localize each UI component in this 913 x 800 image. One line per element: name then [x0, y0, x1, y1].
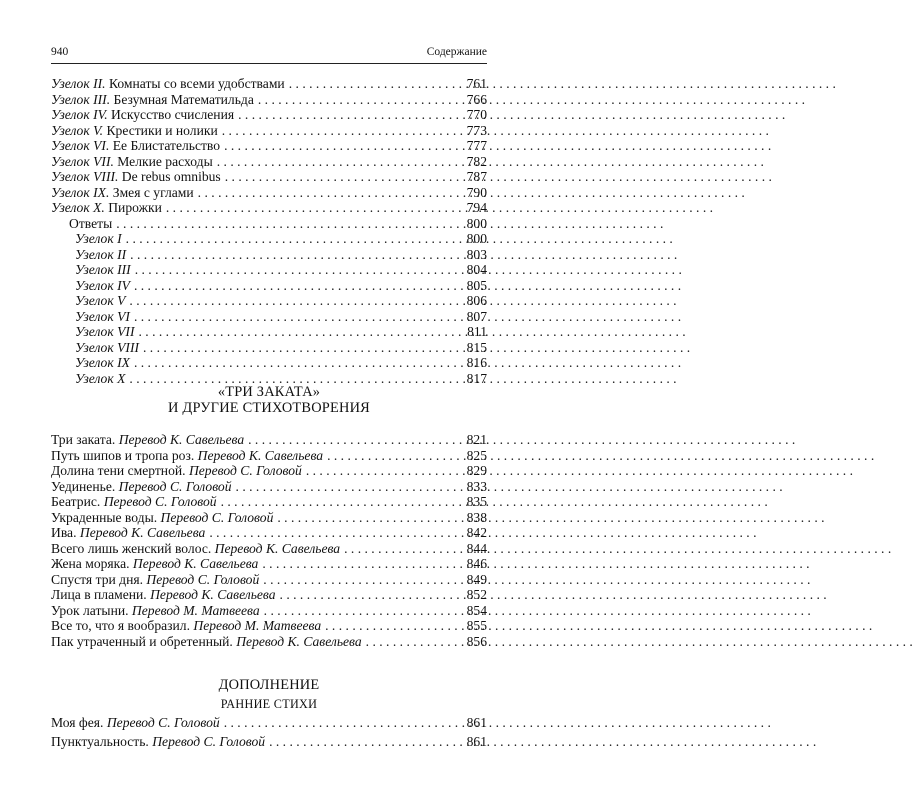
dot-leader	[254, 92, 464, 108]
entry-label: Узелок I	[75, 231, 122, 246]
dot-leader	[285, 76, 464, 92]
entry-page: 800	[466, 231, 487, 246]
dot-leader	[205, 525, 463, 541]
toc-entry-answer	[51, 262, 487, 278]
poem-translator: Перевод К. Савельева	[214, 540, 341, 556]
toc-entry	[51, 138, 487, 154]
poem-title: Долина тени смертной.	[51, 463, 189, 478]
dot-leader	[130, 278, 464, 294]
entry-page: 773	[466, 122, 487, 138]
toc-entry	[51, 494, 487, 510]
page-header	[51, 44, 487, 60]
dot-leader	[265, 732, 464, 751]
entry-page: 806	[466, 293, 487, 308]
poem-title: Урок латыни.	[51, 602, 132, 618]
toc-entry-answer	[51, 324, 487, 340]
toc-entry	[51, 154, 487, 170]
entry-page: 816	[466, 355, 487, 370]
entry-page: 777	[466, 138, 487, 153]
running-title: Содержание	[426, 46, 487, 58]
entry-title: Безумная Математильда	[110, 91, 254, 107]
toc-entry	[51, 169, 487, 185]
dot-leader	[194, 185, 464, 201]
entry-page: 849	[466, 571, 487, 587]
entry-title: Ответы	[69, 215, 113, 231]
dot-leader	[213, 154, 464, 170]
dot-leader	[220, 713, 464, 732]
poem-translator: Перевод К. Савельева	[79, 525, 206, 540]
toc-entry	[51, 713, 487, 732]
toc-entry	[51, 732, 487, 751]
entry-page: 821	[466, 432, 487, 447]
poem-translator: Перевод М. Матвеева	[131, 602, 260, 618]
header-rule	[51, 63, 487, 64]
poem-translator: Перевод С. Головой	[152, 734, 266, 749]
entry-page: 770	[466, 107, 487, 122]
entry-page: 854	[466, 602, 487, 618]
poem-title: Путь шипов и тропа роз.	[51, 447, 198, 463]
entry-label: Узелок V.	[51, 122, 104, 138]
entry-title: Мелкие расходы	[113, 153, 213, 169]
toc-entry	[51, 634, 487, 650]
dot-leader	[126, 247, 463, 263]
entry-title: Крестики и нолики	[103, 122, 218, 138]
poem-translator: Перевод С. Головой	[106, 715, 220, 730]
dot-leader	[217, 494, 464, 510]
poem-translator: Перевод К. Савельева	[236, 633, 362, 649]
entry-page: 800	[466, 215, 487, 231]
toc-entry	[51, 432, 487, 448]
entry-label: Узелок VIII	[75, 339, 139, 355]
entry-page: 782	[466, 153, 487, 169]
dot-leader	[131, 262, 464, 278]
toc-entry	[51, 185, 487, 201]
dot-leader	[276, 587, 464, 603]
toc-early-poems-list	[51, 713, 487, 751]
entry-label: Узелок IV.	[51, 107, 108, 122]
poem-title: Ива.	[51, 525, 80, 540]
poem-translator: Перевод К. Савельева	[132, 556, 259, 571]
dot-leader	[273, 510, 463, 526]
toc-entry	[51, 525, 487, 541]
entry-label: Узелок VI.	[51, 138, 110, 153]
entry-page: 807	[466, 308, 487, 324]
entry-title: Змея с углами	[109, 184, 194, 200]
poem-translator: Перевод М. Матвеева	[193, 618, 322, 633]
toc-entry	[51, 510, 487, 526]
dot-leader	[258, 556, 463, 572]
entry-label: Узелок VI	[75, 308, 130, 324]
entry-title: Искусство счисления	[107, 107, 235, 122]
toc-knots-list	[51, 76, 487, 386]
dot-leader	[362, 634, 464, 650]
toc-entry-answers	[51, 216, 487, 232]
dot-leader	[125, 293, 463, 309]
dot-leader	[259, 572, 463, 588]
toc-entry-answer	[51, 247, 487, 263]
entry-label: Узелок V	[75, 293, 126, 308]
poem-title: Украденные воды.	[51, 509, 161, 525]
poem-translator: Перевод С. Головой	[188, 463, 302, 478]
entry-page: 787	[466, 169, 487, 184]
entry-page: 861	[466, 734, 487, 749]
toc-entry	[51, 572, 487, 588]
poem-title: Беатрис.	[51, 494, 104, 509]
section-heading-line2: И ДРУГИЕ СТИХОТВОРЕНИЯ	[168, 400, 370, 416]
entry-title: Ее Блистательство	[109, 138, 221, 153]
poem-translator: Перевод К. Савельева	[118, 432, 245, 447]
toc-entry	[51, 541, 487, 557]
entry-label: Узелок IV	[75, 277, 130, 293]
toc-entry-answer	[51, 355, 487, 371]
poem-title: Все то, что я вообразил.	[51, 618, 194, 633]
entry-title: De rebus omnibus	[118, 169, 221, 184]
toc-poems-list	[51, 432, 487, 649]
poem-translator: Перевод С. Головой	[103, 494, 217, 509]
entry-label: Узелок II.	[51, 76, 106, 91]
dot-leader	[302, 463, 464, 479]
entry-label: Узелок VII.	[51, 153, 114, 169]
entry-page: 835	[466, 494, 487, 509]
poem-title: Пунктуальность.	[51, 734, 153, 749]
dot-leader	[139, 340, 464, 356]
entry-page: 833	[466, 478, 487, 494]
entry-page: 766	[466, 91, 487, 107]
entry-page: 842	[466, 525, 487, 540]
dot-leader	[260, 603, 464, 619]
entry-page: 805	[466, 277, 487, 293]
entry-label: Узелок X.	[51, 200, 105, 215]
entry-page: 856	[466, 633, 487, 649]
entry-page: 794	[466, 200, 487, 215]
entry-page: 852	[466, 587, 487, 602]
dot-leader	[340, 541, 464, 557]
toc-entry-answer	[51, 231, 487, 247]
entry-page: 846	[466, 556, 487, 571]
toc-entry	[51, 200, 487, 216]
toc-entry	[51, 107, 487, 123]
poem-title: Моя фея.	[51, 715, 107, 730]
poem-translator: Перевод С. Головой	[118, 478, 232, 494]
entry-page: 815	[466, 339, 487, 355]
toc-entry-answer	[51, 340, 487, 356]
entry-page: 838	[466, 509, 487, 525]
entry-page: 855	[466, 618, 487, 633]
entry-title: Комнаты со всеми удобствами	[105, 76, 285, 91]
dot-leader	[134, 324, 464, 340]
dot-leader	[162, 200, 464, 216]
entry-label: Узелок III	[75, 262, 131, 277]
toc-entry	[51, 123, 487, 139]
dot-leader	[112, 216, 463, 232]
entry-label: Узелок VII	[75, 324, 135, 339]
poem-translator: Перевод С. Головой	[146, 571, 260, 587]
entry-page: 829	[466, 463, 487, 478]
poem-title: Жена моряка.	[51, 556, 133, 571]
dot-leader	[244, 432, 463, 448]
poem-translator: Перевод К. Савельева	[197, 447, 324, 463]
toc-entry	[51, 448, 487, 464]
dot-leader	[130, 355, 464, 371]
dot-leader	[234, 107, 464, 123]
page-number: 940	[51, 46, 69, 58]
entry-page: 803	[466, 246, 487, 262]
entry-page: 804	[466, 262, 487, 277]
entry-page: 761	[466, 76, 487, 91]
poem-title: Спустя три дня.	[51, 571, 147, 587]
toc-entry-answer	[51, 293, 487, 309]
toc-entry	[51, 618, 487, 634]
toc-entry	[51, 463, 487, 479]
dot-leader	[321, 618, 463, 634]
entry-page: 817	[466, 370, 487, 386]
dot-leader	[221, 169, 464, 185]
entry-page: 861	[466, 715, 487, 730]
poem-title: Пак утраченный и обретенный.	[51, 633, 237, 649]
entry-label: Узелок III.	[51, 91, 111, 107]
toc-entry-answer	[51, 309, 487, 325]
supplement-heading: ДОПОЛНЕНИЕ	[218, 677, 320, 693]
toc-entry	[51, 92, 487, 108]
toc-entry	[51, 603, 487, 619]
poem-translator: Перевод С. Головой	[160, 509, 274, 525]
toc-entry	[51, 556, 487, 572]
section-heading-line1: «ТРИ ЗАКАТА»	[217, 384, 321, 400]
dot-leader	[220, 138, 464, 154]
entry-page: 825	[466, 447, 487, 463]
poem-title: Три заката.	[51, 432, 119, 447]
entry-label: Узелок IX	[75, 355, 130, 370]
dot-leader	[323, 448, 464, 464]
poem-translator: Перевод К. Савельева	[150, 587, 276, 602]
toc-entry	[51, 587, 487, 603]
toc-entry-answer	[51, 278, 487, 294]
dot-leader	[218, 123, 464, 139]
dot-leader	[232, 479, 464, 495]
dot-leader	[122, 231, 464, 247]
entry-page: 790	[466, 184, 487, 200]
entry-label: Узелок VIII.	[51, 169, 119, 184]
entry-title: Пирожки	[104, 200, 162, 215]
entry-label: Узелок IX.	[51, 184, 110, 200]
entry-page: 811	[467, 324, 487, 339]
poem-title: Лица в пламени.	[51, 587, 151, 602]
poem-title: Всего лишь женский волос.	[51, 540, 215, 556]
toc-entry	[51, 76, 487, 92]
entry-page: 844	[466, 540, 487, 556]
entry-label: Узелок X	[75, 370, 126, 386]
entry-label: Узелок II	[75, 246, 127, 262]
supplement-subheading: РАННИЕ СТИХИ	[220, 697, 318, 711]
toc-entry	[51, 479, 487, 495]
dot-leader	[130, 309, 464, 325]
poem-title: Уединенье.	[51, 478, 119, 494]
